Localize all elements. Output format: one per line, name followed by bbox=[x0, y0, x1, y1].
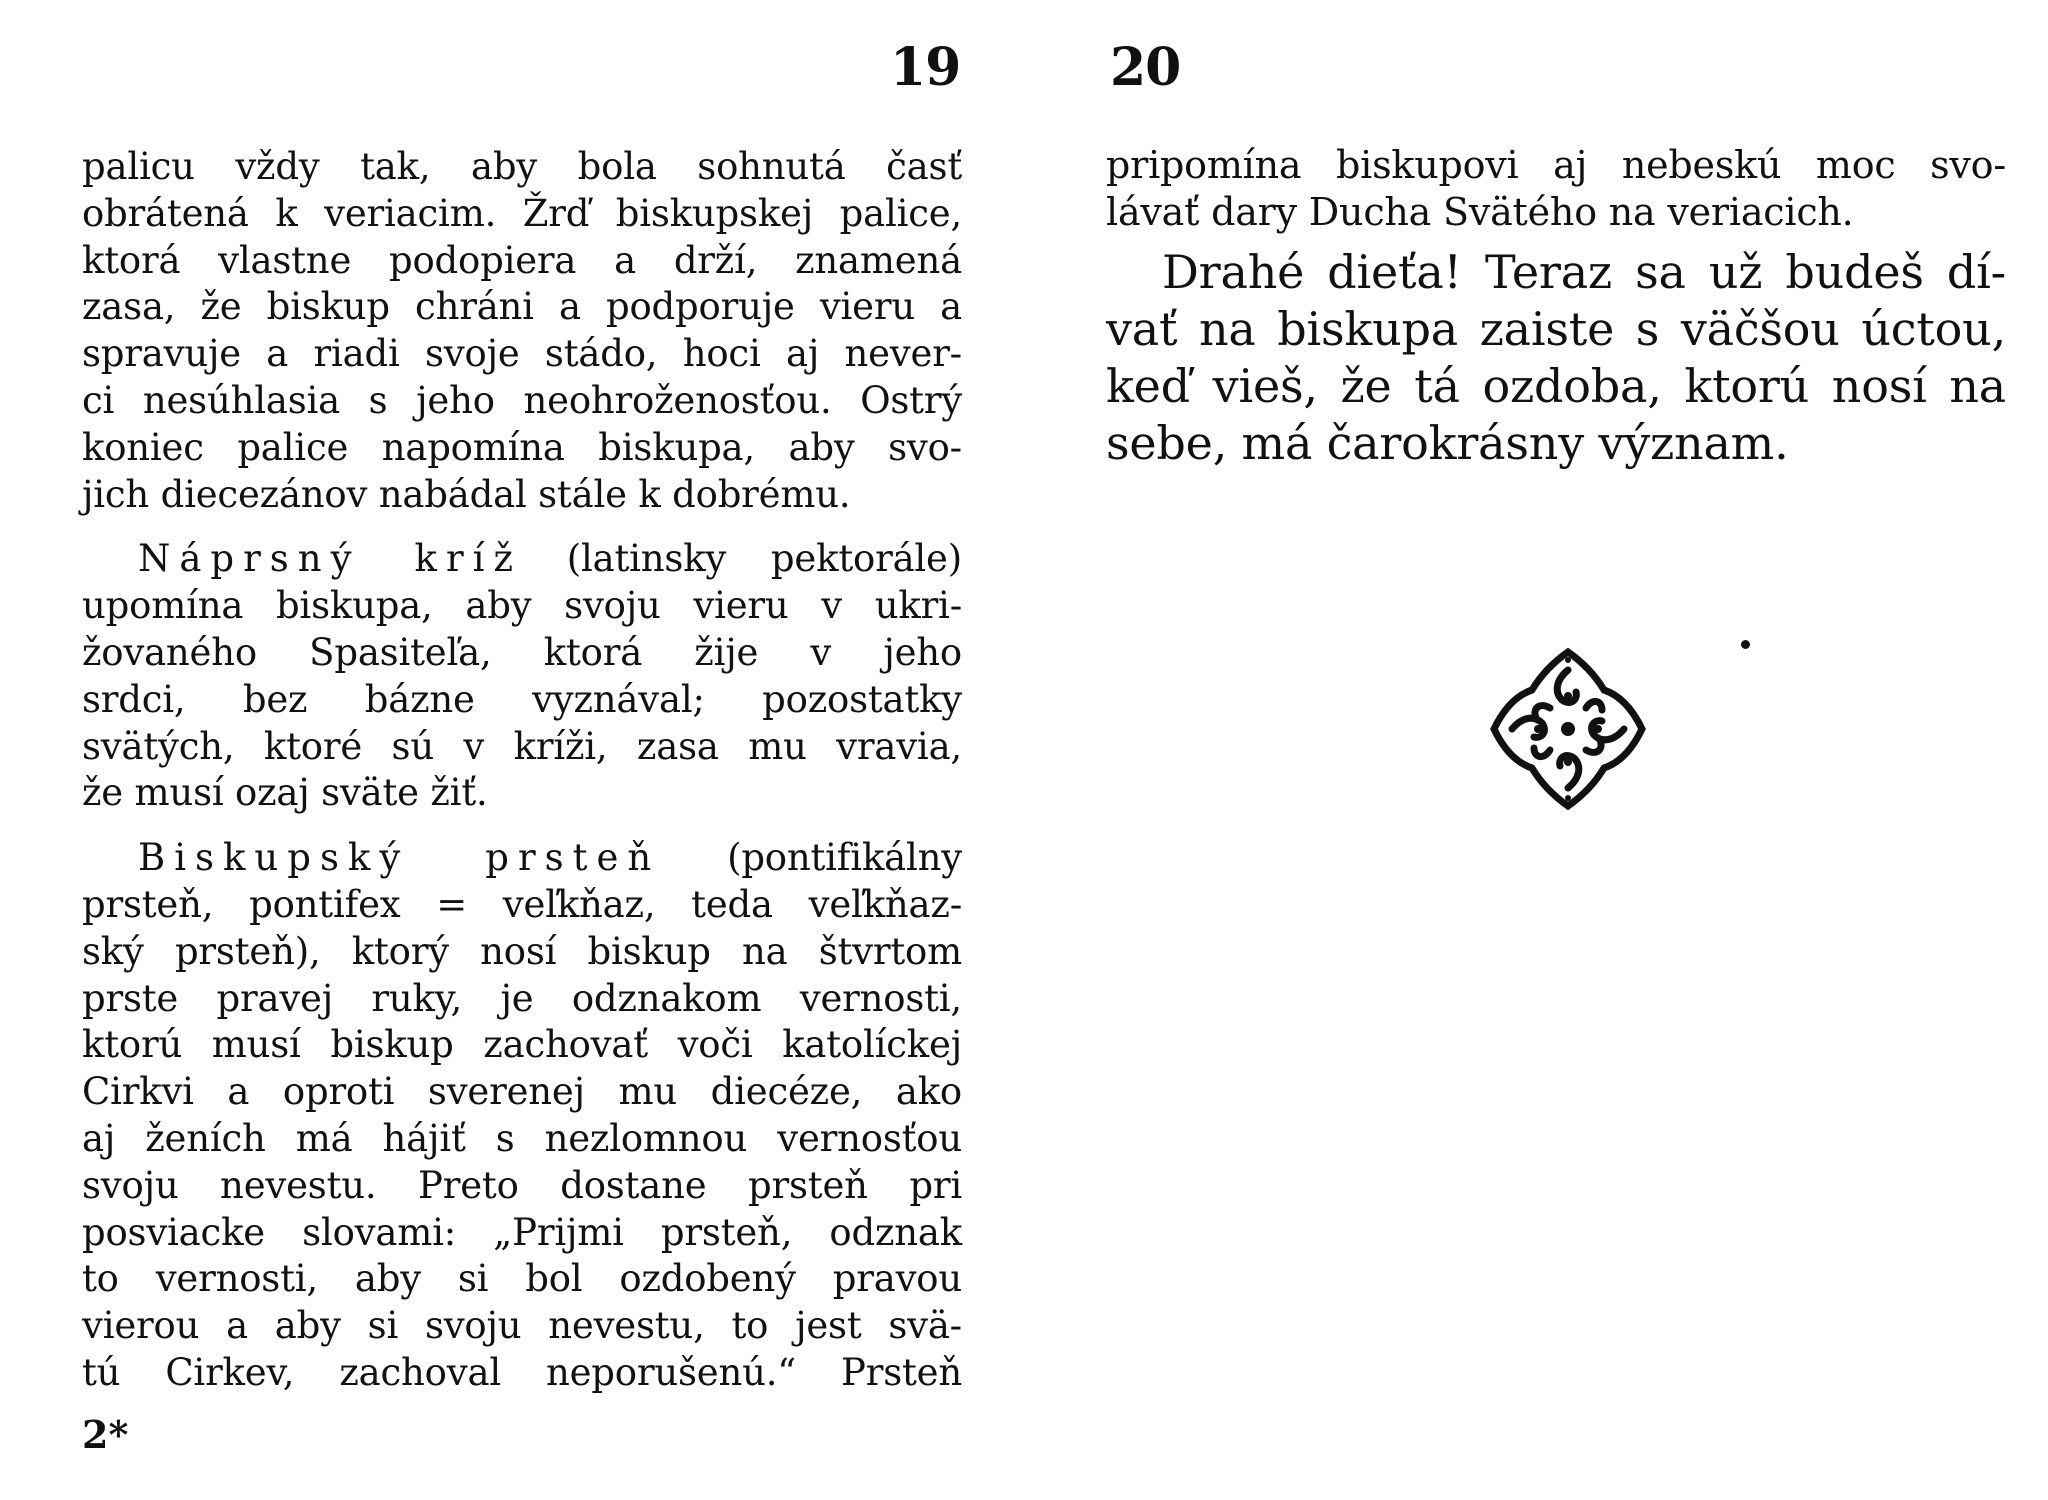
text-line: Drahé dieťa! Teraz sa už budeš dí- bbox=[1162, 244, 2006, 299]
text-line: palicu vždy tak, aby bola sohnutá časť bbox=[82, 145, 962, 188]
text-line-rest: (latinsky pektorále) bbox=[521, 537, 962, 581]
text-line: vať na biskupa zaiste s väčšou úctou, bbox=[1106, 301, 2006, 356]
text-line-first bbox=[82, 536, 962, 583]
text-line: prste pravej ruky, je odznakom vernosti, bbox=[82, 976, 962, 1020]
paragraph-continuation bbox=[1106, 142, 2006, 236]
text-line: keď vieš, že tá ozdoba, ktorú nosí na bbox=[1106, 358, 2006, 413]
text-line: svätých, ktoré sú v kríži, zasa mu vravia, bbox=[82, 724, 962, 768]
text-line-first bbox=[82, 835, 962, 882]
text-line: ktorá vlastne podopiera a drží, znamená bbox=[82, 238, 962, 282]
paragraph-bishop-ring bbox=[82, 835, 962, 1397]
text-line: koniec palice napomína biskupa, aby svo- bbox=[82, 425, 962, 469]
text-line: prsteň, pontifex = veľkňaz, teda veľkňaz- bbox=[82, 882, 962, 926]
text-line: svoju nevestu. Preto dostane prsteň pri bbox=[82, 1163, 962, 1207]
text-line: zasa, že biskup chráni a podporuje vieru a bbox=[82, 285, 962, 329]
text-line: to vernosti, aby si bol ozdobený pravou bbox=[82, 1257, 962, 1301]
text-line: lávať dary Ducha Svätého na veriacich. bbox=[1106, 189, 1854, 234]
paragraph-crosier bbox=[82, 144, 962, 518]
left-page-text bbox=[82, 144, 962, 1397]
term-pectoral-cross: Náprsný kríž bbox=[138, 537, 522, 581]
text-line: upomína biskupa, aby svoju vieru v ukri- bbox=[82, 584, 962, 628]
text-line: aj ženích má hájiť s nezlomnou vernosťou bbox=[82, 1116, 962, 1160]
text-line-rest: (pontifikálny bbox=[660, 836, 962, 880]
text-line: jich diecezánov nabádal stále k dobrému. bbox=[82, 472, 851, 516]
text-line: tú Cirkev, zachoval neporušenú.“ Prsteň bbox=[82, 1350, 962, 1394]
text-line: spravuje a riadi svoje stádo, hoci aj never- bbox=[82, 332, 962, 376]
text-line: sebe, má čarokrásny význam. bbox=[1106, 415, 1789, 470]
text-line: ský prsteň), ktorý nosí biskup na štvrtom bbox=[82, 929, 962, 973]
right-page-text bbox=[1106, 142, 2006, 472]
paragraph-closing bbox=[1106, 244, 2006, 472]
text-line: obrátená k veriacim. Žrď biskupskej palice, bbox=[82, 191, 962, 235]
text-line: že musí ozaj sväte žiť. bbox=[82, 771, 488, 815]
text-line: srdci, bez bázne vyznával; pozostatky bbox=[82, 677, 962, 721]
page-number-left: 19 bbox=[890, 37, 961, 98]
text-line: ktorú musí biskup zachovať voči katolíckej bbox=[82, 1023, 962, 1067]
knot-ornament-icon bbox=[1488, 646, 1648, 812]
text-line: pripomína biskupovi aj nebeskú moc svo- bbox=[1106, 143, 2006, 187]
right-page bbox=[1024, 0, 2048, 1500]
text-line: ci nesúhlasia s jeho neohroženosťou. Ostrý bbox=[82, 378, 962, 422]
page-number-right: 20 bbox=[1110, 37, 1181, 98]
text-line: posviacke slovami: „Prijmi prsteň, odznak bbox=[82, 1210, 962, 1254]
text-line: vierou a aby si svoju nevestu, to jest svä- bbox=[82, 1304, 962, 1348]
text-line: žovaného Spasiteľa, ktorá žije v jeho bbox=[82, 630, 962, 674]
ink-dot bbox=[1741, 640, 1750, 649]
term-bishop-ring: Biskupský prsteň bbox=[138, 836, 661, 880]
signature-mark: 2* bbox=[82, 1412, 129, 1457]
text-line: Cirkvi a oproti sverenej mu diecéze, ako bbox=[82, 1070, 962, 1114]
paragraph-pectoral-cross bbox=[82, 536, 962, 817]
